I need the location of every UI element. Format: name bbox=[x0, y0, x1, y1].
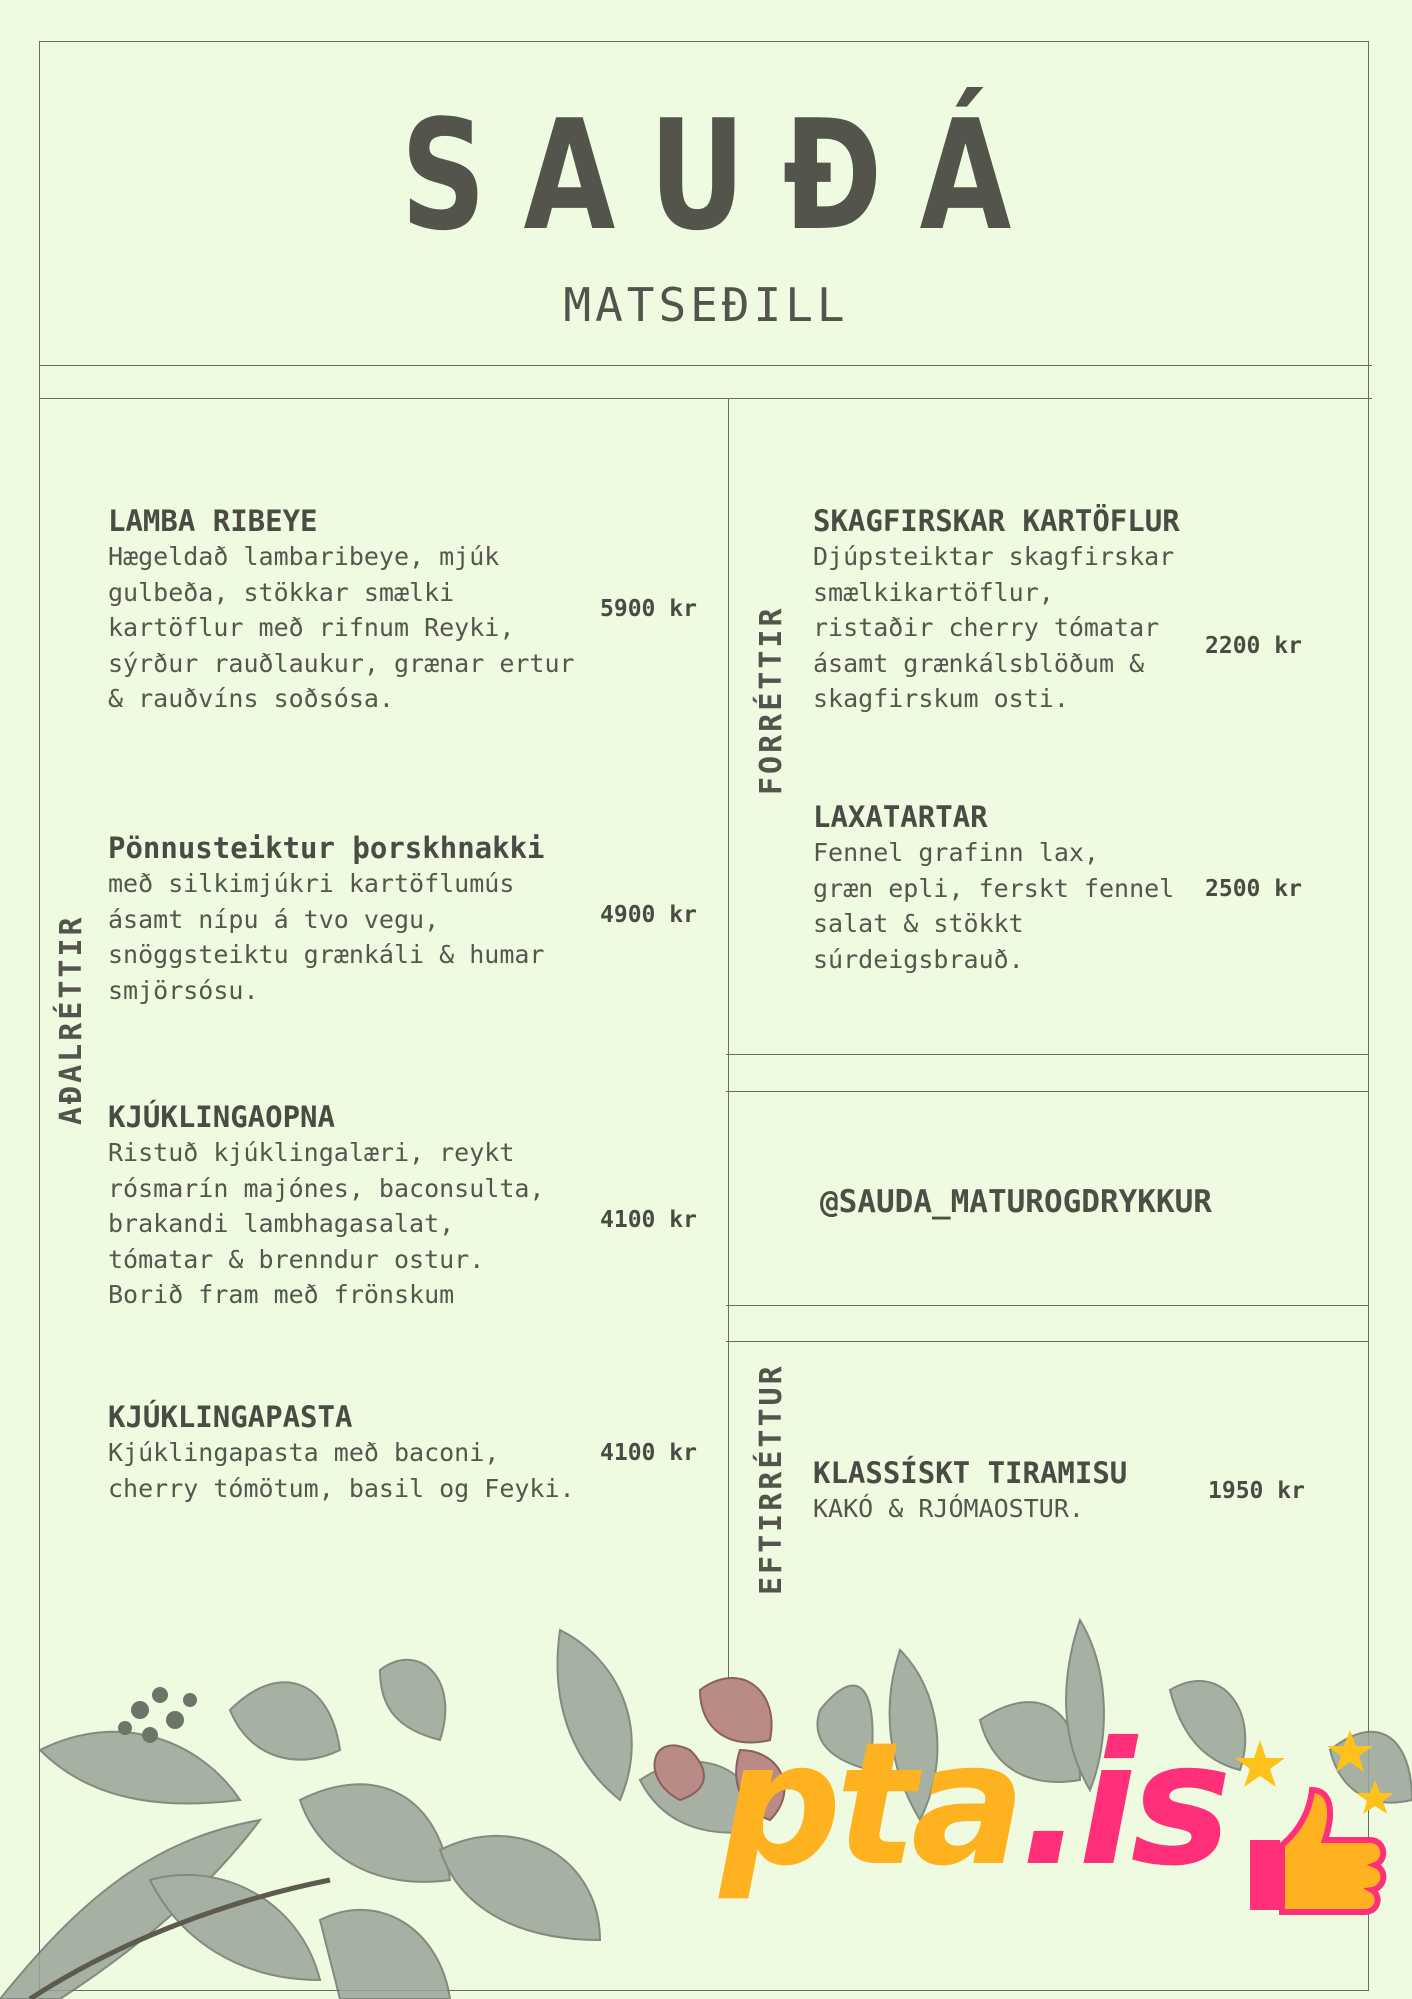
menu-item bbox=[813, 799, 1174, 977]
item-name: SKAGFIRSKAR KARTÖFLUR bbox=[813, 504, 1180, 538]
item-description: KAKÓ & RJÓMAOSTUR. bbox=[813, 1494, 1084, 1523]
watermark-logo bbox=[700, 1706, 1400, 1999]
logo-text: pta.is bbox=[720, 1706, 1226, 1904]
menu-item bbox=[108, 1099, 545, 1313]
divider bbox=[726, 1305, 1368, 1306]
divider bbox=[726, 1091, 1368, 1092]
item-price: 4100 kr bbox=[600, 1440, 697, 1466]
item-name: Pönnusteiktur þorskhnakki bbox=[108, 831, 545, 865]
divider bbox=[39, 398, 1372, 399]
instagram-handle: @SAUDA_MATUROGDRYKKUR bbox=[820, 1184, 1212, 1220]
item-name: KJÚKLINGAPASTA bbox=[108, 1400, 353, 1434]
column-divider bbox=[728, 398, 729, 1681]
divider bbox=[726, 1054, 1368, 1055]
item-description: Fennel grafinn lax, græn epli, ferskt fennel salat & stökkt súrdeigsbrauð. bbox=[813, 838, 1175, 974]
section-label-desserts: EFTIRRÉTTUR bbox=[754, 1363, 789, 1595]
menu-item bbox=[108, 830, 545, 1008]
item-description: Hægeldað lambaribeye, mjúk gulbeða, stökkar smælki kartöflur með rifnum Reyki, sýrður rauðlaukur, grænar ertur & rauðvíns soðsósa. bbox=[108, 542, 575, 713]
section-label-main: AÐALRÉTTIR bbox=[54, 914, 89, 1125]
item-price: 4100 kr bbox=[600, 1207, 697, 1233]
item-description: Ristuð kjúklingalæri, reykt rósmarín majónes, baconsulta, brakandi lambhagasalat, tómatar & brenndur ostur. Borið fram með frönskum bbox=[108, 1138, 545, 1309]
item-name: KLASSÍSKT TIRAMISU bbox=[813, 1456, 1128, 1490]
menu-item bbox=[108, 1399, 575, 1506]
menu-subtitle: MATSEÐILL bbox=[563, 278, 849, 332]
item-price: 2200 kr bbox=[1205, 633, 1302, 659]
restaurant-name: SAUÐÁ bbox=[400, 87, 1049, 264]
menu-item bbox=[813, 503, 1180, 717]
divider bbox=[39, 365, 1372, 366]
item-price: 4900 kr bbox=[600, 902, 697, 928]
item-price: 2500 kr bbox=[1205, 876, 1302, 902]
item-price: 1950 kr bbox=[1208, 1478, 1305, 1504]
menu-item bbox=[813, 1455, 1127, 1527]
item-name: LAMBA RIBEYE bbox=[108, 504, 318, 538]
thumbs-up-icon bbox=[1220, 1720, 1400, 1920]
item-description: Kjúklingapasta með baconi, cherry tómötum, basil og Feyki. bbox=[108, 1438, 575, 1503]
item-name: KJÚKLINGAOPNA bbox=[108, 1100, 335, 1134]
item-description: með silkimjúkri kartöflumús ásamt nípu á tvo vegu, snöggsteiktu grænkáli & humar smjörsósu. bbox=[108, 869, 545, 1005]
item-name: LAXATARTAR bbox=[813, 800, 988, 834]
divider bbox=[726, 1341, 1368, 1342]
menu-item bbox=[108, 503, 575, 717]
item-price: 5900 kr bbox=[600, 596, 697, 622]
section-label-starters: FORRÉTTIR bbox=[754, 605, 789, 795]
item-description: Djúpsteiktar skagfirskar smælkikartöflur, ristaðir cherry tómatar ásamt grænkálsblöðum & skagfirskum osti. bbox=[813, 542, 1175, 713]
